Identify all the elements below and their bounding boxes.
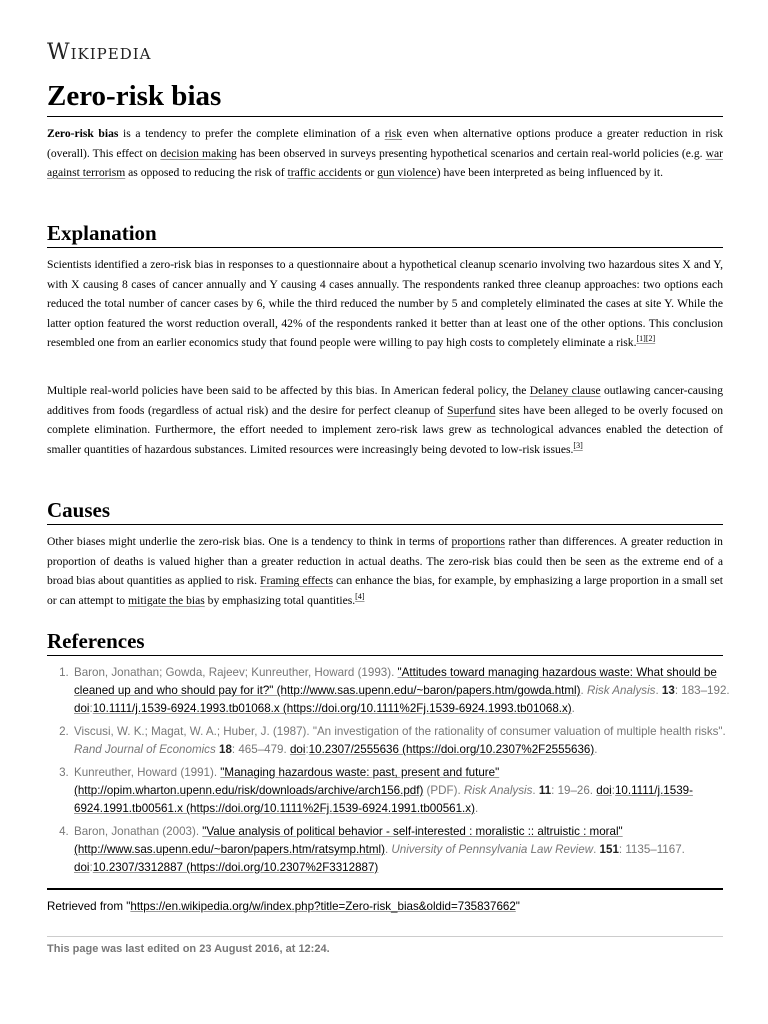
link-risk[interactable]: risk (384, 127, 403, 140)
doi-link[interactable]: 10.2307/3312887 (https://doi.org/10.2307%2F3312887) (92, 861, 379, 874)
link-delaney-clause[interactable]: Delaney clause (529, 384, 601, 397)
causes-paragraph: Other biases might underlie the zero-risk bias. One is a tendency to think in terms of proportions rather than differences. A greater reduction in proportion of deaths is valued higher than a greater reduction in actual deaths. The zero-risk bias could then be seen as the extreme end of a broad bias about quantities as applied to risk. Framing effects can enhance the bias, for example, by emphasizing a large proportion in a small set or can attempt to mitigate the bias by emphasizing total quantities.[4] (47, 535, 724, 607)
doi-label-link[interactable]: doi (74, 861, 90, 874)
doi-link[interactable]: 10.1111/j.1539-6924.1993.tb01068.x (https://doi.org/10.1111%2Fj.1539-6924.1993.tb01068.x) (92, 702, 572, 715)
doi-link[interactable]: 10.2307/2555636 (https://doi.org/10.2307%2F2555636) (308, 743, 595, 756)
link-mitigate-the-bias[interactable]: mitigate the bias (128, 593, 205, 607)
wikipedia-wordmark[interactable]: Wikipedia (47, 40, 152, 65)
link-framing-effects[interactable]: Framing effects (260, 574, 334, 587)
intro-paragraph: Zero-risk bias is a tendency to prefer the complete elimination of a risk even when alternative options produce a greater reduction in risk (overall). This effect on decision making has been observed in surveys presenting hypothetical scenarios and certain real-world policies (e.g. war against terrorism as opposed to reducing the risk of traffic accidents or gun violence) have been interpreted as being influenced by it. (47, 127, 724, 179)
link-war-against-terrorism[interactable]: war against terrorism (47, 146, 723, 179)
link-decision-making[interactable]: decision making (160, 146, 237, 160)
explanation-paragraph-2: Multiple real-world policies have been said to be affected by this bias. In American federal policy, the Delaney clause outlawing cancer-causing additives from foods (regardless of actual risk) and the desire for perfect cleanup of Superfund sites have been alleged to be overly focused on complete elimination. Furthermore, the effort needed to implement zero-risk laws grew as technological advances enabled the detection of smaller quantities of hazardous substances. Limited resources were increasingly being devoted to low-risk issues.[3] (47, 384, 724, 456)
link-superfund[interactable]: Superfund (447, 403, 496, 417)
retrieved-from: Retrieved from "https://en.wikipedia.org/w/index.php?title=Zero-risk_bias&oldid=735837662" (47, 900, 520, 913)
heading-causes: Causes (47, 497, 723, 525)
heading-explanation: Explanation (47, 220, 723, 248)
footer-divider (47, 888, 723, 890)
reference-item: 3. Kunreuther, Howard (1991). "Managing hazardous waste: past, present and future" (http://opim.wharton.upenn.edu/risk/downloads/archive/arch156.pdf) (PDF). Risk Analysis. 11: 19–26. doi:10.1111/j.1539-6924.1991.tb00561.x (https://doi.org/10.1111%2Fj.1539-6924.1991.tb00561.x). (72, 764, 748, 818)
citation-1[interactable]: [1] (636, 334, 646, 344)
reference-item: 4. Baron, Jonathan (2003). "Value analysis of political behavior - self-interested : moralistic :: altruistic : moral" (http://www.sas.upenn.edu/~baron/papers.htm/ratsymp.html). University of Pennsylvania Law Review. 151: 1135–1167. doi:10.2307/3312887 (https://doi.org/10.2307%2F3312887) (72, 823, 748, 877)
doi-label-link[interactable]: doi (74, 702, 90, 715)
heading-references: References (47, 628, 723, 656)
reference-title-link[interactable]: "Value analysis of political behavior - self-interested : moralistic :: altruistic : moral" (http://www.sas.upenn.edu/~baron/papers.htm/ratsymp.html) (74, 825, 623, 856)
last-edited-divider (47, 936, 723, 937)
reference-item: 2. Viscusi, W. K.; Magat, W. A.; Huber, J. (1987). "An investigation of the rationality of consumer valuation of multiple health risks". Rand Journal of Economics 18: 465–479. doi:10.2307/2555636 (https://doi.org/10.2307%2F2555636). (72, 723, 748, 759)
doi-label-link[interactable]: doi (596, 784, 612, 797)
reference-list (47, 664, 748, 882)
citation-3[interactable]: [3] (573, 440, 583, 450)
reference-title-link[interactable]: "Attitudes toward managing hazardous waste: What should be cleaned up and who should pay for it?" (http://www.sas.upenn.edu/~baron/papers.htm/gowda.html) (74, 666, 717, 697)
citation-4[interactable]: [4] (355, 591, 365, 601)
link-gun-violence[interactable]: gun violence (377, 166, 437, 179)
reference-title-link[interactable]: "Managing hazardous waste: past, present and future" (http://opim.wharton.upenn.edu/risk/downloads/archive/arch156.pdf) (74, 766, 500, 797)
doi-link[interactable]: 10.1111/j.1539-6924.1991.tb00561.x (https://doi.org/10.1111%2Fj.1539-6924.1991.tb00561.x) (74, 784, 693, 815)
link-proportions[interactable]: proportions (451, 535, 506, 548)
reference-item: 1. Baron, Jonathan; Gowda, Rajeev; Kunreuther, Howard (1993). "Attitudes toward managing hazardous waste: What should be cleaned up and who should pay for it?" (http://www.sas.upenn.edu/~baron/papers.htm/gowda.html). Risk Analysis. 13: 183–192. doi:10.1111/j.1539-6924.1993.tb01068.x (https://doi.org/10.1111%2Fj.1539-6924.1993.tb01068.x). (72, 664, 748, 718)
retrieved-link[interactable]: https://en.wikipedia.org/w/index.php?title=Zero-risk_bias&oldid=735837662 (130, 900, 516, 913)
bold-term: Zero-risk bias (47, 127, 119, 140)
link-traffic-accidents[interactable]: traffic accidents (287, 166, 362, 179)
explanation-paragraph-1: Scientists identified a zero-risk bias in responses to a questionnaire about a hypothetical cleanup scenario involving two hazardous sites X and Y, with X causing 8 cases of cancer annually and Y causing 4 cases annually. The respondents ranked three cleanup approaches: two options each reduced the total number of cancer cases by 6, while the third reduced the number by 5 and completely eliminated the cases at site Y. While the latter option featured the worst reduction overall, 42% of the respondents ranked it better than at least one of the other options. This conclusion resembled one from an earlier economics study that found people were willing to pay high costs to completely eliminate a risk.[1][2] (47, 258, 723, 349)
last-edited-notice: This page was last edited on 23 August 2016, at 12:24. (47, 943, 330, 955)
citation-2[interactable]: [2] (645, 334, 656, 344)
page-title: Zero-risk bias (47, 78, 723, 117)
doi-label-link[interactable]: doi (289, 743, 306, 756)
